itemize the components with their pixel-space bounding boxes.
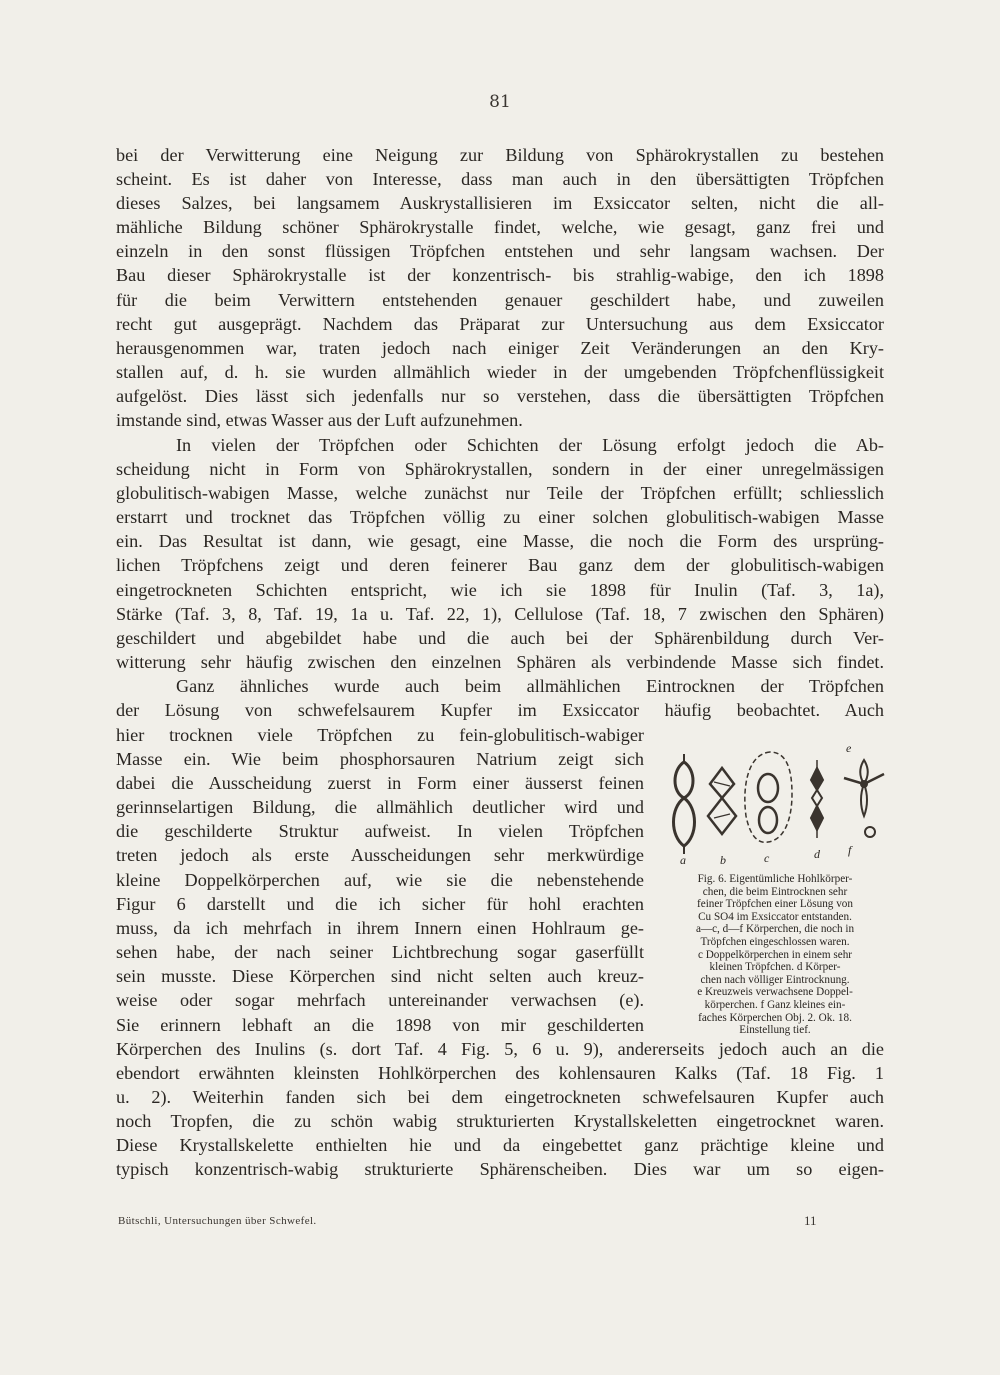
text-line: herausgenommen war, traten jedoch nach einiger Zeit Veränderungen an den Kry- [116,338,884,358]
caption-line: körperchen. f Ganz kleines ein- [704,998,846,1011]
text-line: Ganz ähnliches wurde auch beim allmählichen Eintrocknen der Tröpfchen [176,676,884,696]
caption-line: chen, die beim Eintrocknen sehr [702,885,848,898]
figure-caption [664,873,886,1037]
figure-label-c: c [764,851,770,865]
text-line: Figur 6 darstellt und die ich sicher für hohl erachten [116,894,644,914]
figure-body-a [675,762,693,798]
text-line: u. 2). Weiterhin fanden sich bei dem eingetrockneten schwefelsauren Kupfer auch [116,1087,884,1107]
text-line: In vielen der Tröpfchen oder Schichten der Lösung erfolgt jedoch die Ab- [176,435,884,455]
text-line: noch Tropfen, die zu schön wabig strukturierten Krystallskeletten eingetrocknet waren. [116,1111,884,1131]
text-line: mähliche Bildung schöner Sphärokrystalle findet, welche, wie gesagt, ganz frei und [116,217,884,237]
text-line: typisch konzentrisch-wabig strukturierte Sphärenscheiben. Dies war um so eigen- [116,1159,884,1179]
figure-body-b [710,768,734,798]
text-line: recht gut ausgeprägt. Nachdem das Präparat zur Untersuchung aus dem Exsiccator [116,314,884,334]
text-line: aufgelöst. Dies lässt sich jedenfalls nur so verstehen, dass die übersättigten Tröpfchen [116,386,884,406]
text-line: geschildert und abgebildet habe und die auch bei der Sphärenbildung durch Ver- [116,628,884,648]
text-line: weise oder sogar mehrfach untereinander verwachsen (e). [116,990,644,1010]
figure-6-drawing [664,740,890,870]
caption-line: c Doppelkörperchen in einem sehr [697,948,853,961]
figure-body-f [865,827,875,837]
text-line: kleine Doppelkörperchen auf, wie sie die nebenstehende [116,870,644,890]
text-line: dieses Salzes, bei langsamem Auskrystallisieren im Exsiccator selten, nicht die all- [116,193,884,213]
figure-label-a: a [680,853,686,867]
figure-label-e: e [846,741,852,755]
caption-line: Cu SO4 im Exsiccator entstanden. [698,910,852,923]
text-line: Diese Krystallskelette enthielten hie und da eingebettet ganz prächtige kleine und [116,1135,884,1155]
text-line: lichen Tröpfchens zeigt und deren feinerer Bau ganz dem der globulitisch-wabigen [116,555,884,575]
caption-line: Fig. 6. Eigentümliche Hohlkörper- [697,873,853,885]
figure-label-d: d [814,847,820,861]
text-line: Körperchen des Inulins (s. dort Taf. 4 Fig. 5, 6 u. 9), andererseits jedoch auch an die [116,1039,884,1059]
caption-line: Tröpfchen eingeschlossen waren. [700,935,850,948]
text-line: hier trocknen viele Tröpfchen zu fein-globulitisch-wabiger [116,725,644,745]
caption-line: a—c, d—f Körperchen, die noch in [695,923,855,936]
text-line: scheint. Es ist daher von Interesse, dass man auch in den übersättigten Tröpfchen [116,169,884,189]
text-line: der Lösung von schwefelsaurem Kupfer im Exsiccator häufig beobachtet. Auch [116,700,884,720]
footer-sheet-number: 11 [804,1213,817,1228]
text-line: muss, da ich mehrfach in ihrem Innern einen Hohlraum ge- [116,918,644,938]
text-line: erstarrt und trocknet das Tröpfchen völlig zu einer solchen globulitisch-wabigen Masse [116,507,884,527]
text-line: Masse ein. Wie beim phosphorsauren Natrium zeigt sich [116,749,644,769]
page-number: 81 [489,92,511,112]
text-line: stallen auf, d. h. sie wurden allmählich wieder in der umgebenden Tröpfchenflüssigkeit [116,362,884,382]
text-line: die geschilderte Struktur aufweist. In vielen Tröpfchen [116,821,644,841]
text-line: scheidung nicht in Form von Sphärokrystallen, sondern in der einer unregelmässigen [116,459,884,479]
caption-line: chen nach völliger Eintrocknung. [700,973,850,986]
footer-signature: Bütschli, Untersuchungen über Schwefel. [118,1215,317,1227]
text-line: bei der Verwitterung eine Neigung zur Bildung von Sphärokrystallen zu bestehen [116,145,884,165]
text-line: ein. Das Resultat ist dann, wie gesagt, eine Masse, die noch die Form des ursprüng- [116,531,884,551]
text-line: globulitisch-wabigen Masse, welche zunächst nur Teile der Tröpfchen erfüllt; schliesslich [116,483,884,503]
caption-line: Einstellung tief. [739,1024,811,1037]
figure-body-c [745,752,792,842]
text-line: witterung sehr häufig zwischen den einzelnen Sphären als verbindende Masse sich findet. [116,652,884,672]
figure-label-f: f [848,843,852,857]
figure-6 [664,740,890,870]
text-line: sehen habe, der nach seiner Lichtbrechung sogar gaserfüllt [116,942,644,962]
caption-line: faches Körperchen Obj. 2. Ok. 18. [698,1011,852,1024]
text-line: für die beim Verwittern entstehenden genauer geschildert habe, und zuweilen [116,290,884,310]
caption-line: e Kreuzweis verwachsene Doppel- [697,986,853,999]
figure-body-d [811,768,823,790]
text-line: Bau dieser Sphärokrystalle ist der konzentrisch- bis strahlig-wabige, den ich 1898 [116,265,884,285]
figure-label-b: b [720,853,726,867]
text-line: einzeln in den sonst flüssigen Tröpfchen entstehen und sehr langsam wachsen. Der [116,241,884,261]
text-line: treten jedoch als erste Ausscheidungen sehr merkwürdige [116,845,644,865]
caption-line: kleinen Tröpfchen. d Körper- [709,961,841,974]
text-line: sein musste. Diese Körperchen sind nicht selten auch kreuz- [116,966,644,986]
text-line: Stärke (Taf. 3, 8, Taf. 19, 1a u. Taf. 22, 1), Cellulose (Taf. 18, 7 zwischen den Sphären) [116,604,884,624]
caption-line: feiner Tröpfchen einer Lösung von [697,898,853,911]
text-line: eingetrockneten Schichten entspricht, wie ich sie 1898 für Inulin (Taf. 3, 1a), [116,580,884,600]
text-line: gerinnselartigen Bildung, die allmählich deutlicher wird und [116,797,644,817]
text-line: imstande sind, etwas Wasser aus der Luft aufzunehmen. [116,410,523,430]
text-line: dabei die Ausscheidung zuerst in Form einer äusserst feinen [116,773,644,793]
text-line: ebendort erwähnten kleinsten Hohlkörperchen des kohlensauren Kalks (Taf. 18 Fig. 1 [116,1063,884,1083]
text-line: Sie erinnern lebhaft an die 1898 von mir geschilderten [116,1015,644,1035]
